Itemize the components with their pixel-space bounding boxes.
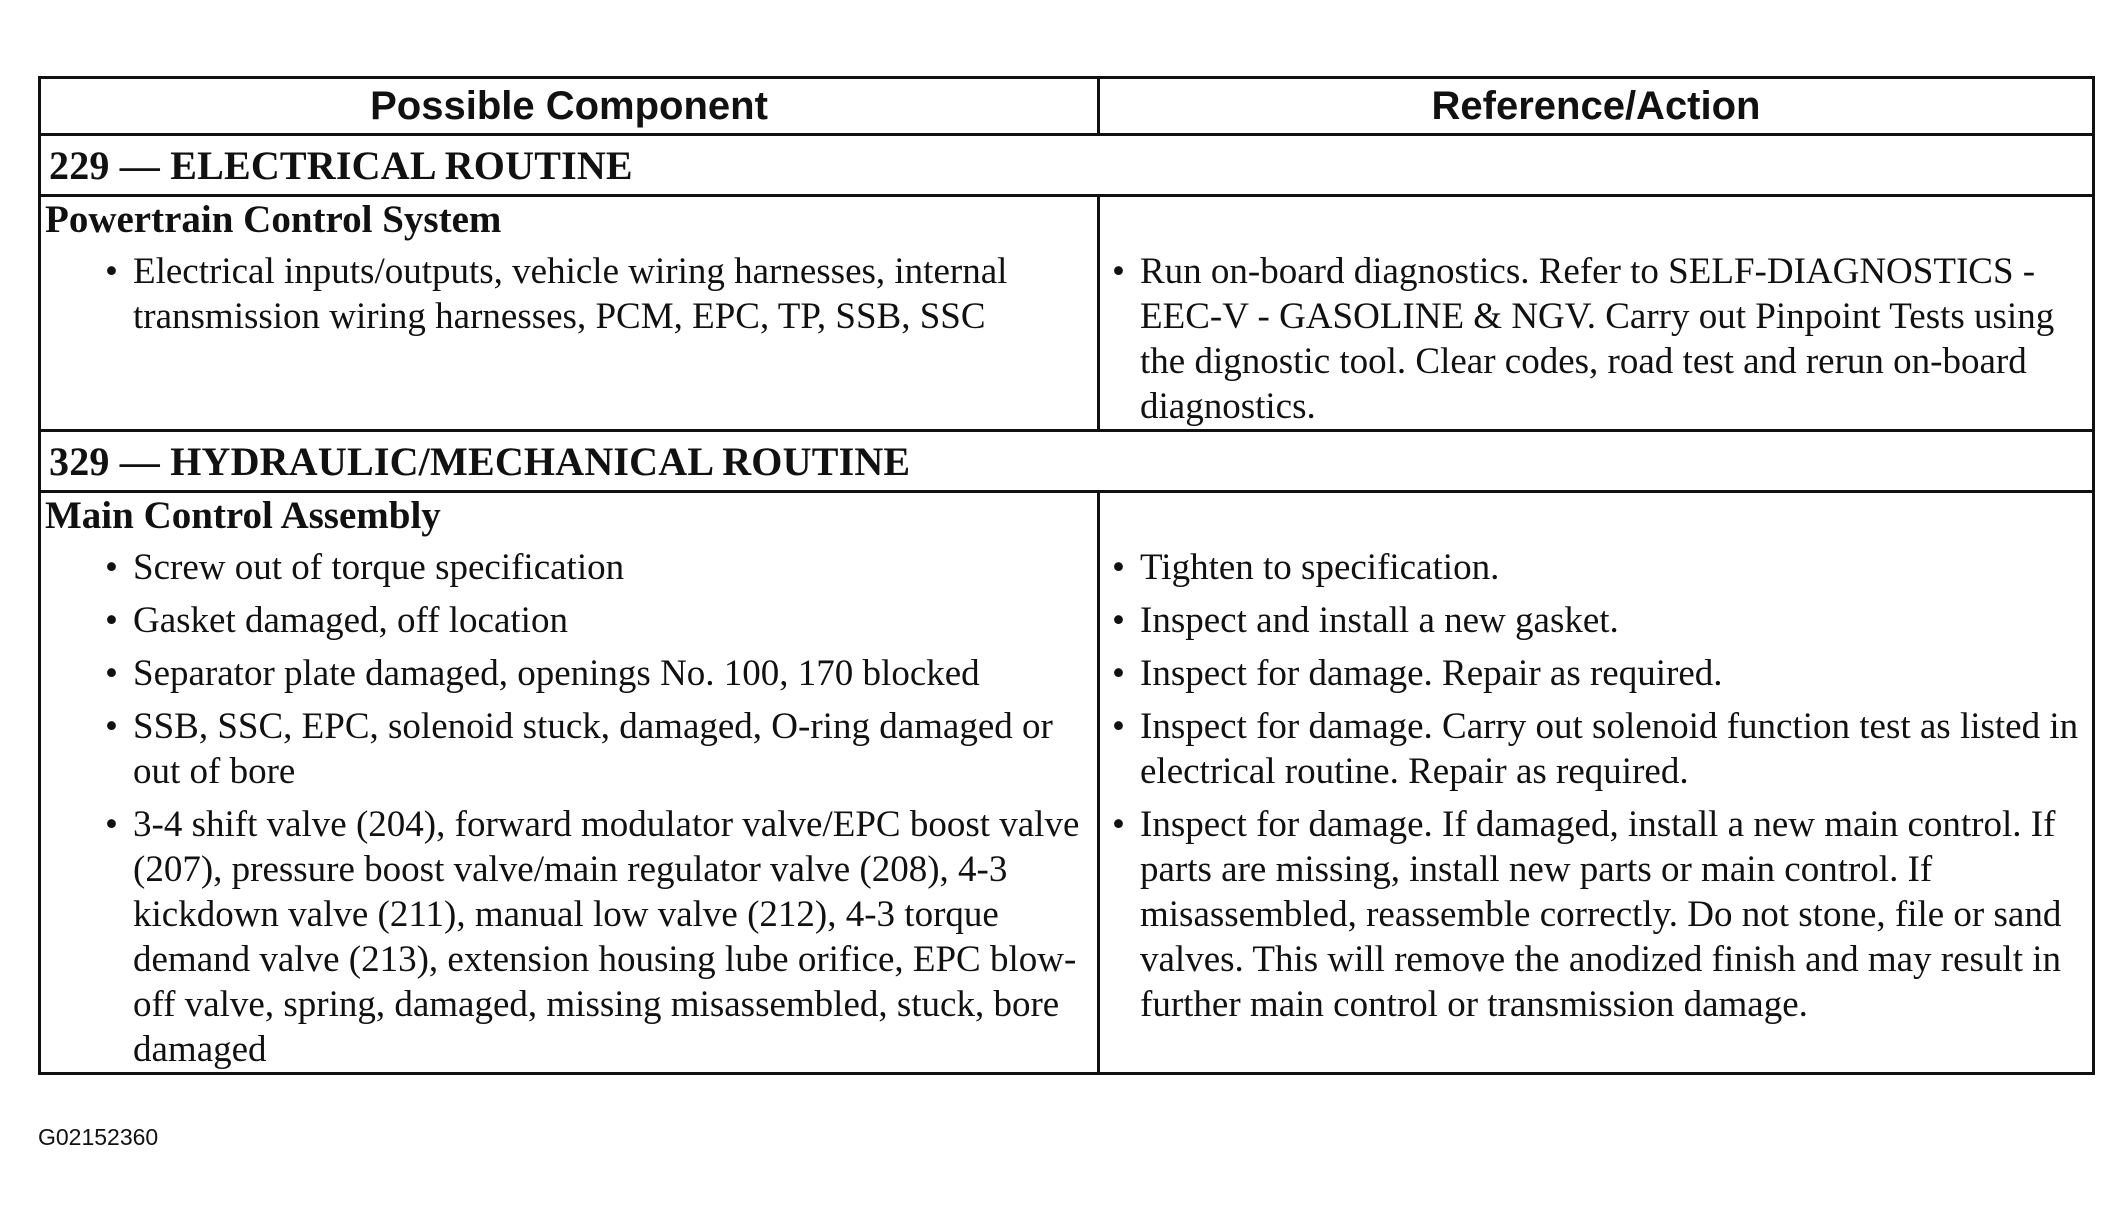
- action-cell: [1099, 492, 2094, 1074]
- action-list: [1100, 545, 2092, 1027]
- list-item: • Inspect for damage. If damaged, install a new main control. If parts are missing, install new parts or main control. If misassembled, reassemble correctly. Do not stone, file or sand valves. This will remove the anodized finish and may result in further main control or transmission damage.: [1100, 802, 2092, 1027]
- list-item: • Inspect for damage. Carry out solenoid function test as listed in electrical routine. Repair as required.: [1100, 704, 2092, 794]
- list-item: • Inspect and install a new gasket.: [1100, 598, 2092, 643]
- component-cell: [40, 196, 1099, 431]
- list-item: • Electrical inputs/outputs, vehicle wiring harnesses, internal transmission wiring harnesses, PCM, EPC, TP, SSB, SSC: [41, 249, 1097, 339]
- component-cell: [40, 492, 1099, 1074]
- list-item: • SSB, SSC, EPC, solenoid stuck, damaged, O-ring damaged or out of bore: [41, 704, 1097, 794]
- diagnosis-table: [38, 76, 2095, 1075]
- header-reference-action: Reference/Action: [1099, 78, 2094, 135]
- routine-row-electrical: [40, 135, 2094, 196]
- routine-title: 229 — ELECTRICAL ROUTINE: [40, 135, 2094, 196]
- component-title: Powertrain Control System: [45, 198, 502, 241]
- component-title: Main Control Assembly: [45, 494, 441, 537]
- routine-row-hydraulic: [40, 431, 2094, 492]
- list-item: • Run on-board diagnostics. Refer to SELF-DIAGNOSTICS - EEC-V - GASOLINE & NGV. Carry out Pinpoint Tests using the dignostic tool. Clear codes, road test and rerun on-board diagnostics.: [1100, 249, 2092, 429]
- list-item: • Separator plate damaged, openings No. 100, 170 blocked: [41, 651, 1097, 696]
- figure-code: G02152360: [38, 1124, 159, 1150]
- component-list: [41, 249, 1097, 339]
- header-possible-component: Possible Component: [40, 78, 1099, 135]
- list-item: • Inspect for damage. Repair as required.: [1100, 651, 2092, 696]
- list-item: • Tighten to specification.: [1100, 545, 2092, 590]
- list-item: • 3-4 shift valve (204), forward modulator valve/EPC boost valve (207), pressure boost valve/main regulator valve (208), 4-3 kickdown valve (211), manual low valve (212), 4-3 torque demand valve (213), extension housing lube orifice, EPC blow-off valve, spring, damaged, missing misassembled, stuck, bore damaged: [41, 802, 1097, 1072]
- action-list: [1100, 249, 2092, 429]
- component-list: [41, 545, 1097, 1072]
- action-cell: [1099, 196, 2094, 431]
- routine-title: 329 — HYDRAULIC/MECHANICAL ROUTINE: [40, 431, 2094, 492]
- table-row: [40, 196, 2094, 431]
- list-item: • Gasket damaged, off location: [41, 598, 1097, 643]
- table-row: [40, 492, 2094, 1074]
- table-header-row: [40, 78, 2094, 135]
- list-item: • Screw out of torque specification: [41, 545, 1097, 590]
